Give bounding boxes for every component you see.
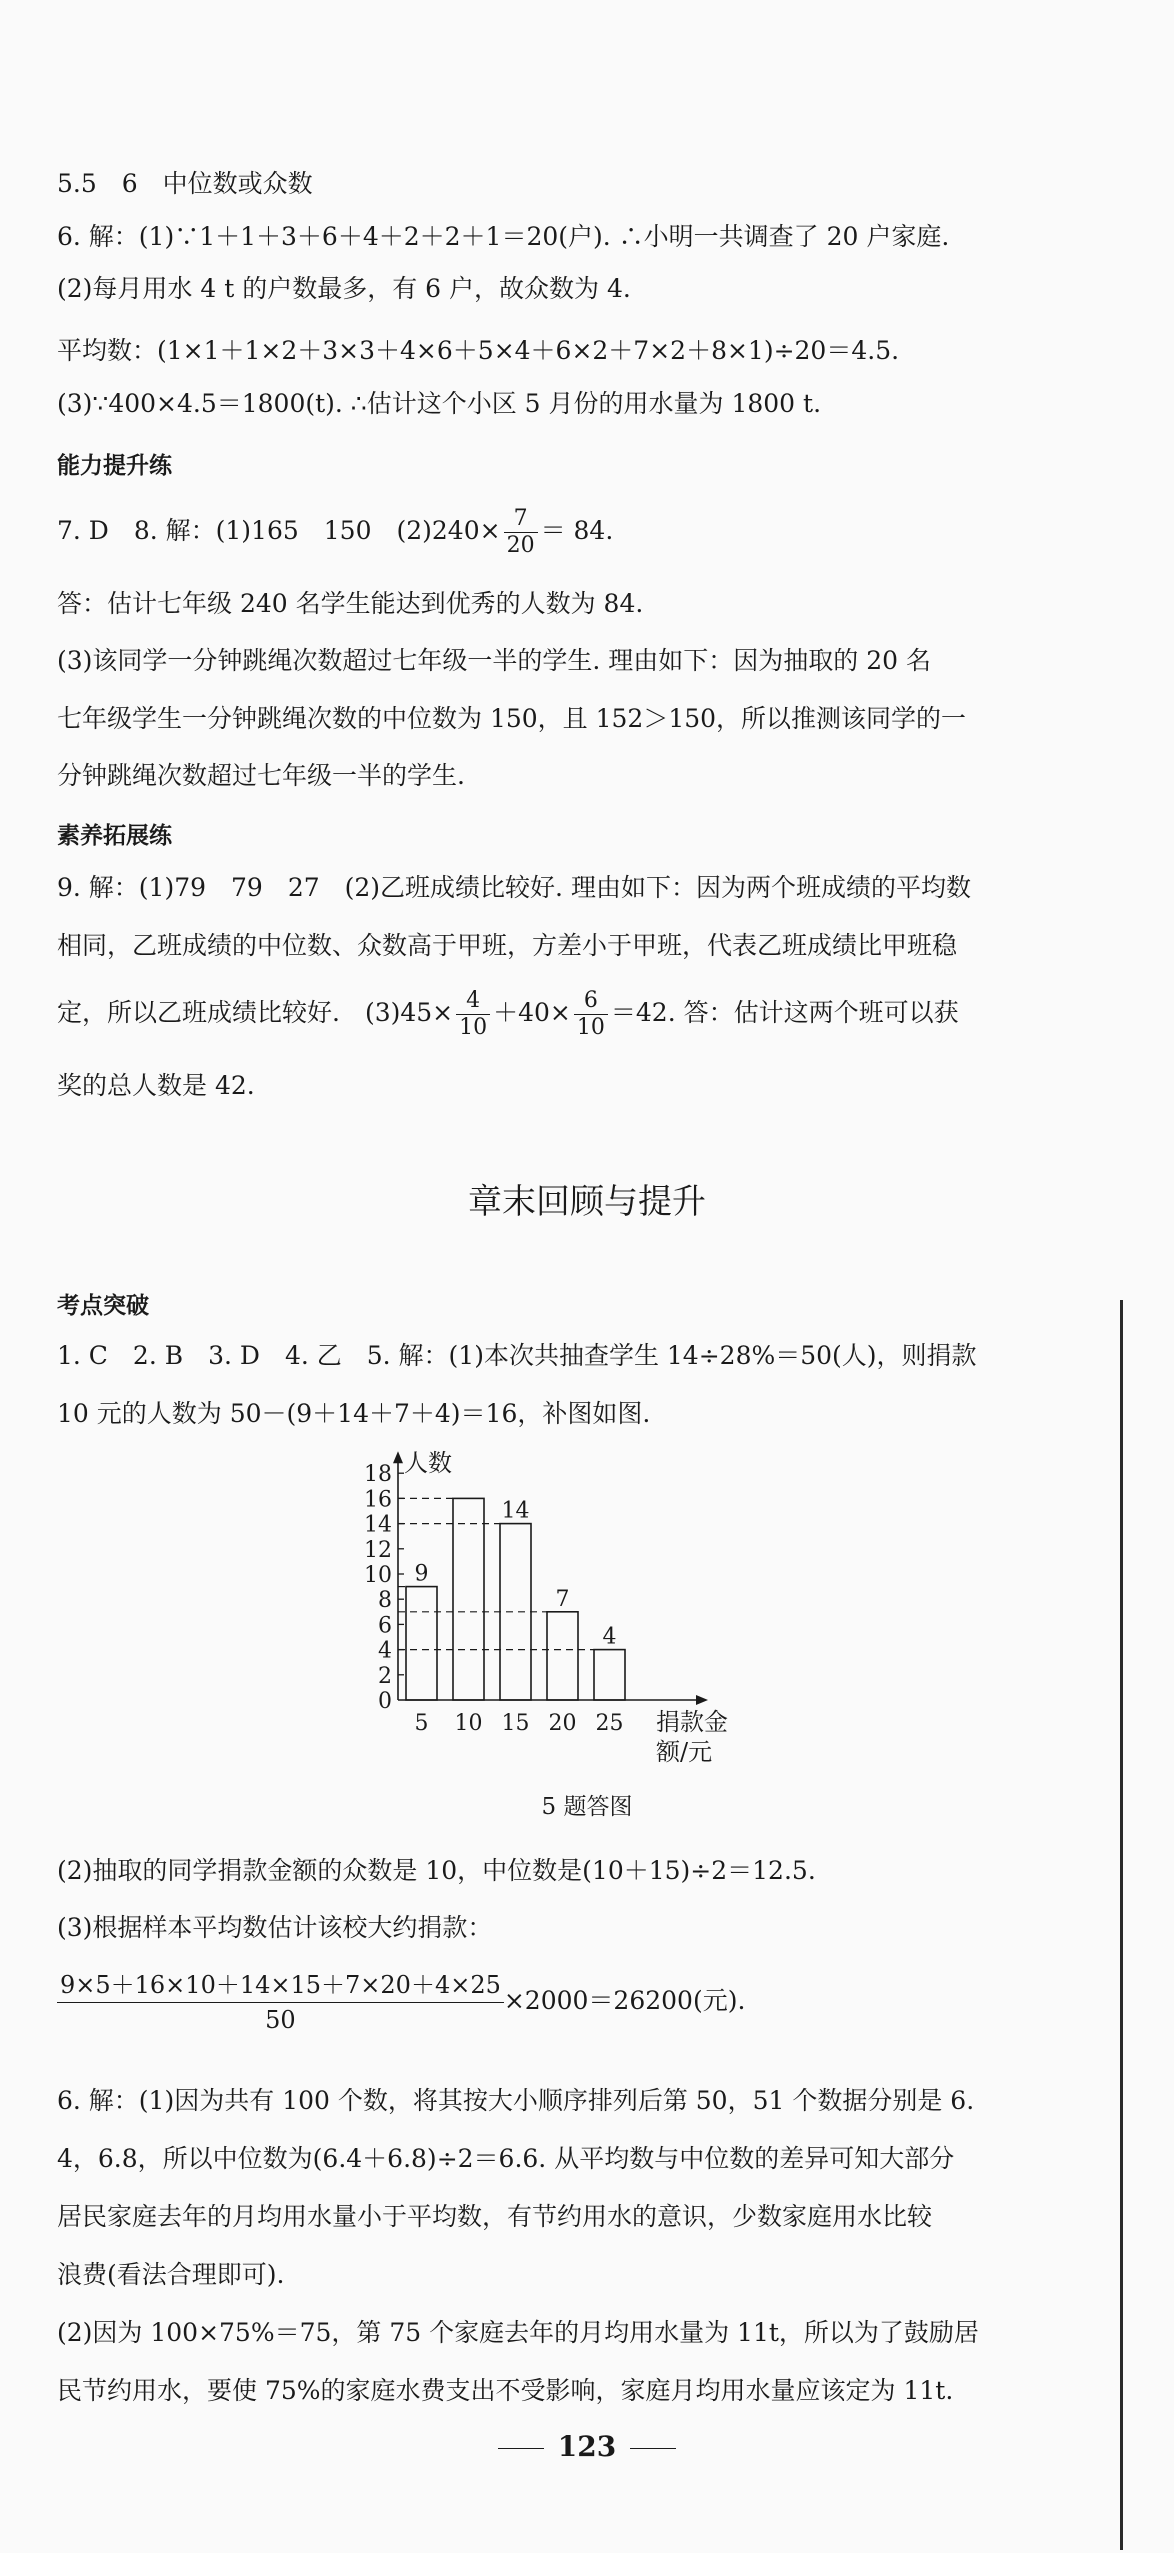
answer-line-6-2b: 民节约用水，要使 75%的家庭水费支出不受影响，家庭月均用水量应该定为 11t.	[57, 2376, 954, 2405]
answer-line-6-1: 6. 解：(1)∵1＋1＋3＋6＋4＋2＋2＋1＝20(户). ∴小明一共调查了 20 户家庭.	[57, 222, 950, 251]
fraction-denominator: 10	[459, 1015, 488, 1040]
answer-line-5-2: (2)抽取的同学捐款金额的众数是 10，中位数是(10＋15)÷2＝12.5.	[57, 1856, 816, 1885]
answer-line-8-3b: 七年级学生一分钟跳绳次数的中位数为 150，且 152＞150，所以推测该同学的一	[57, 704, 967, 733]
answer-line-6-1d: 浪费(看法合理即可).	[57, 2260, 285, 2289]
y-axis-arrow	[393, 1451, 403, 1463]
y-tick-label: 4	[378, 1638, 392, 1664]
answer-line-6-2: (2)每月用水 4 t 的户数最多，有 6 户，故众数为 4.	[57, 274, 631, 303]
answer-line-9b: 相同，乙班成绩的中位数、众数高于甲班，方差小于甲班，代表乙班成绩比甲班稳	[57, 931, 958, 960]
answer-9c-plus: ＋40×	[493, 998, 571, 1027]
page-edge-shadow	[1120, 1300, 1123, 2550]
answer-line-8-3c: 分钟跳绳次数超过七年级一半的学生.	[57, 761, 465, 790]
fraction-4-10	[456, 988, 490, 1041]
answer-line-7-8	[57, 506, 613, 559]
answer-line-6-1a: 6. 解：(1)因为共有 100 个数，将其按大小顺序排列后第 50，51 个数据分别是 6.	[57, 2086, 975, 2115]
bar-25	[594, 1650, 625, 1700]
answer-line-5-1b: 10 元的人数为 50－(9＋14＋7＋4)＝16，补图如图.	[57, 1399, 651, 1428]
y-tick-label: 2	[378, 1663, 392, 1689]
answer-line-6-1c: 居民家庭去年的月均用水量小于平均数，有节约用水的意识，少数家庭用水比较	[57, 2202, 933, 2231]
data-label-20: 7	[555, 1586, 570, 1612]
x-tick-label-5: 5	[414, 1711, 429, 1736]
section-heading-ability: 能力提升练	[57, 453, 172, 479]
fraction-denominator: 10	[576, 1015, 605, 1040]
x-axis-label-line1: 捐款金	[656, 1708, 728, 1736]
chapter-title: 章末回顾与提升	[468, 1182, 706, 1222]
weighted-mean-fraction	[57, 1968, 504, 2037]
bar-5	[406, 1587, 437, 1700]
answer-9c-result: ＝42. 答：估计这两个班可以获	[610, 998, 959, 1027]
donation-bar-chart	[348, 1448, 768, 1778]
x-tick-label-25: 25	[595, 1711, 624, 1736]
fraction-numerator: 7	[504, 506, 538, 533]
figure-caption: 5 题答图	[541, 1794, 633, 1820]
fraction-numerator: 6	[574, 988, 608, 1015]
y-tick-label: 6	[378, 1613, 392, 1639]
fraction-numerator: 9×5＋16×10＋14×15＋7×20＋4×25	[57, 1968, 504, 2003]
answer-line-9a: 9. 解：(1)79 79 27 (2)乙班成绩比较好. 理由如下：因为两个班成绩的平均数	[57, 873, 971, 902]
answer-line-9c	[57, 988, 959, 1041]
donation-estimate-formula	[57, 1968, 745, 2037]
data-label-25: 4	[602, 1624, 617, 1650]
answer-9c-text: 定，所以乙班成绩比较好. (3)45×	[57, 998, 454, 1027]
y-axis-label: 人数	[404, 1449, 452, 1478]
answer-line-6-2a: (2)因为 100×75%＝75，第 75 个家庭去年的月均用水量为 11t，所以为了鼓励居	[57, 2318, 979, 2347]
answer-line-1-5: 1. C 2. B 3. D 4. 乙 5. 解：(1)本次共抽查学生 14÷28%＝50(人)，则捐款	[57, 1341, 977, 1370]
formula-result: ×2000＝26200(元).	[503, 1986, 746, 2015]
section-heading-extension: 素养拓展练	[57, 823, 172, 849]
answer-line-mean: 平均数：(1×1＋1×2＋3×3＋4×6＋5×4＋6×2＋7×2＋8×1)÷20＝4.5.	[57, 336, 900, 365]
data-label-15: 14	[501, 1498, 530, 1524]
section-heading-key-points: 考点突破	[57, 1293, 149, 1319]
bar-10	[453, 1498, 484, 1700]
answer-line-8-reply: 答：估计七年级 240 名学生能达到优秀的人数为 84.	[57, 589, 644, 618]
fraction-denominator: 20	[506, 533, 535, 558]
answer-line-6-1b: 4，6.8，所以中位数为(6.4＋6.8)÷2＝6.6. 从平均数与中位数的差异可知大部分	[57, 2144, 955, 2173]
answer-line-5-5: 5.5 6 中位数或众数	[57, 169, 313, 198]
answer-line-8-3a: (3)该同学一分钟跳绳次数超过七年级一半的学生. 理由如下：因为抽取的 20 名	[57, 646, 932, 675]
x-axis-label-line2: 额/元	[656, 1738, 713, 1766]
x-tick-label-20: 20	[548, 1711, 577, 1736]
y-tick-label: 12	[364, 1537, 392, 1563]
data-label-5: 9	[414, 1561, 429, 1587]
x-tick-label-10: 10	[454, 1711, 483, 1736]
answer-7-8-text: 7. D 8. 解：(1)165 150 (2)240×	[57, 516, 501, 545]
bar-15	[500, 1524, 531, 1700]
fraction-denominator: 50	[265, 2006, 296, 2034]
answer-line-5-3: (3)根据样本平均数估计该校大约捐款：	[57, 1913, 493, 1942]
page-number	[0, 2430, 1174, 2463]
page-dash-left	[498, 2448, 544, 2449]
y-tick-label: 8	[378, 1588, 392, 1614]
y-tick-label: 18	[364, 1462, 392, 1488]
bar-20	[547, 1612, 578, 1700]
x-axis-arrow	[696, 1695, 708, 1705]
y-tick-label: 16	[364, 1487, 392, 1513]
fraction-6-10	[574, 988, 608, 1041]
y-tick-label: 10	[364, 1563, 392, 1588]
x-tick-label-15: 15	[501, 1711, 530, 1736]
answer-7-8-result: ＝ 84.	[540, 516, 614, 545]
answer-line-6-3: (3)∵400×4.5＝1800(t). ∴估计这个小区 5 月份的用水量为 1800 t.	[57, 389, 822, 418]
fraction-7-20	[504, 506, 538, 559]
answer-line-9d: 奖的总人数是 42.	[57, 1071, 255, 1100]
y-tick-label: 14	[364, 1512, 392, 1538]
page-number-text: 123	[557, 2430, 617, 2463]
y-tick-label: 0	[378, 1689, 392, 1714]
fraction-numerator: 4	[456, 988, 490, 1015]
page-dash-right	[630, 2448, 676, 2449]
